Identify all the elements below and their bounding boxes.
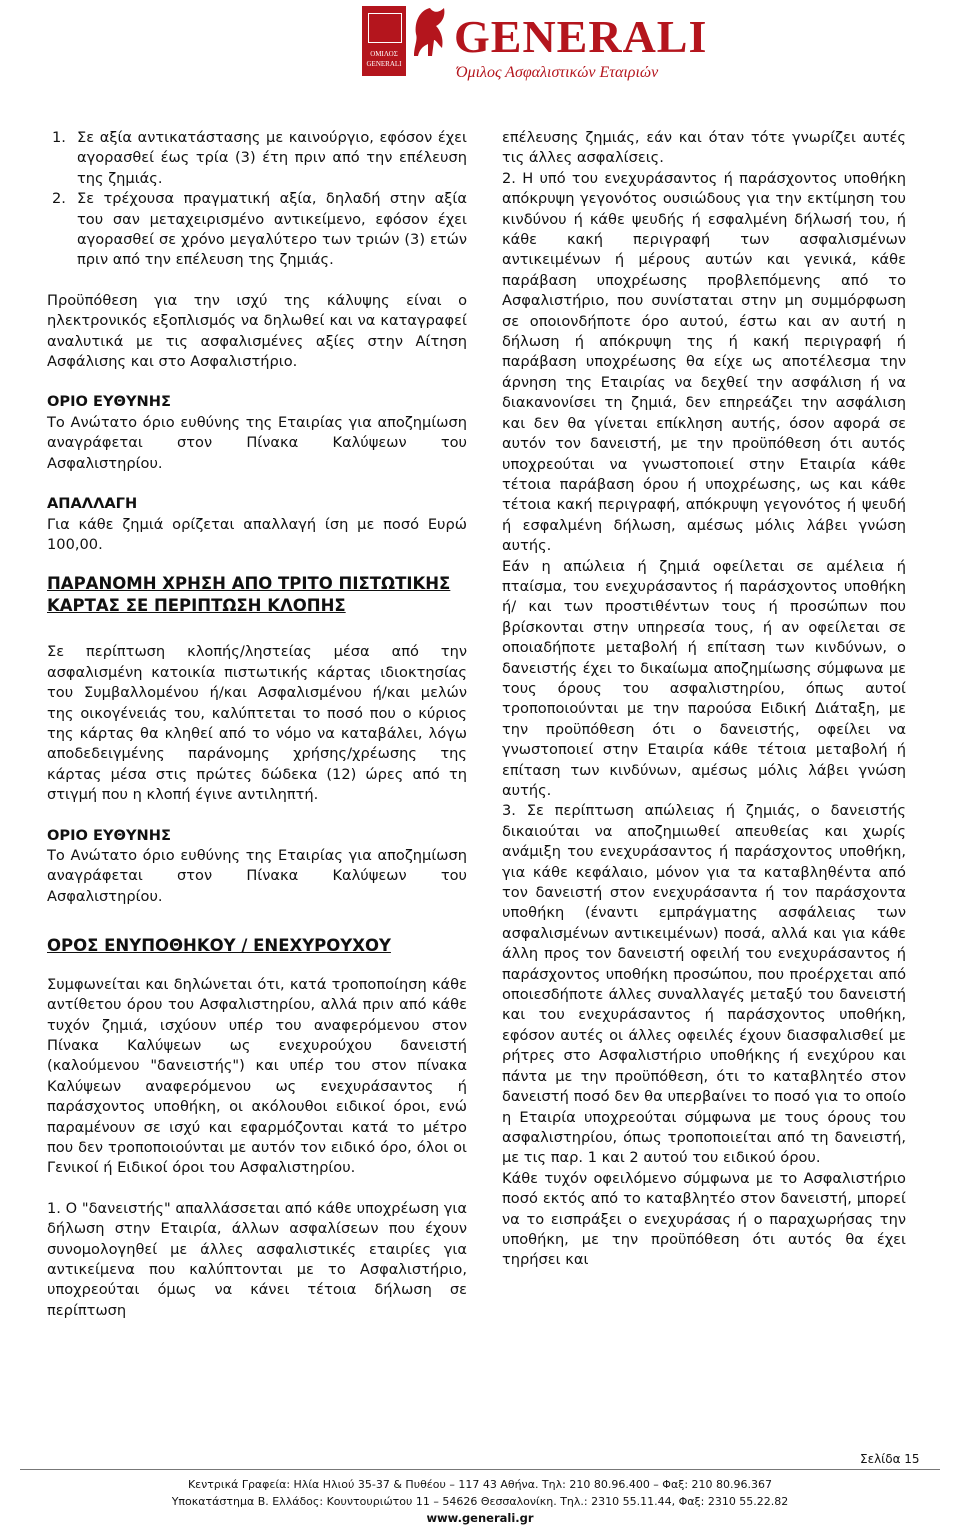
- paragraph: Κάθε τυχόν οφειλόμενο σύμφωνα με το Ασφαλιστήριο ποσό εκτός από το καταβλητέο στον δανειστή, μπορεί να το εισπράξει ο ενεχυράσας ή ο παραχωρήσας την υποθήκη, με την προϋπόθεση ότι αυτός θα έχει τηρήσει και: [502, 1169, 906, 1269]
- seal-frame: [368, 13, 402, 43]
- footer-address-branch: Υποκατάστημα Β. Ελλάδος: Κουντουριώτου 11 – 54626 Θεσσαλονίκη. Τηλ.: 2310 55.11.44, Φαξ: 2310 55.22.82: [171, 1495, 789, 1508]
- generali-logo: [362, 4, 708, 84]
- group-seal: [362, 6, 406, 76]
- paragraph: επέλευσης ζημιάς, εάν και όταν τότε γνωρίζει αυτές τις άλλες ασφαλίσεις.: [502, 129, 906, 167]
- list-item-text: Σε αξία αντικατάστασης με καινούργιο, εφόσον έχει αγορασθεί έως τρία (3) έτη πριν από την επέλευση της ζημιάς.: [77, 129, 467, 187]
- list-item: [47, 128, 467, 189]
- list-number: 2.: [52, 190, 66, 208]
- section-heading: ΟΡΙΟ ΕΥΘΥΝΗΣ: [47, 393, 171, 411]
- page-footer: [0, 1476, 960, 1527]
- list-item: [47, 189, 467, 271]
- paragraph: Εάν η απώλεια ή ζημιά οφείλεται σε αμέλεια ή πταίσμα, του ενεχυράσαντος ή παράσχοντος υποθήκη ή/ και των προστιθέντων τους ή προσώπων που βρίσκονται στην υπηρεσία τους, ή αν οφείλεται σε οποιαδήποτε μεταβολή ή επίταση των κινδύνων, ο δανειστής έχει το δικαίωμα αποζημίωσης σύμφωνα με τους όρους του ασφαλιστηρίου, όπως αυτοί τροποποιούνται με την παρούσα Ειδική Διάταξη, με την προϋπόθεση ότι ο δανειστής, οφείλει να γνωστοποιεί στην Εταιρία κάθε τέτοια μεταβολή ή επίταση των κινδύνων, αμέσως μόλις λάβει γνώση αυτής.: [502, 557, 906, 799]
- brand-tagline: Όμιλος Ασφαλιστικών Εταιριών: [456, 64, 659, 81]
- list-number: 1.: [52, 129, 66, 146]
- seal-text-top: ΟΜΙΛΟΣ: [370, 50, 398, 58]
- paragraph: 2. Η υπό του ενεχυράσαντος ή παράσχοντος υποθήκη απόκρυψη γεγονότος ουσιώδους για την εκτίμηση του κινδύνου ή κάθε ψευδής ή εσφαλμένη δήλωσή του, ή κάθε κακή περιγραφή των ασφαλισμένων αντικειμένων ή μέρους αυτών και γενικά, κάθε παράβαση υποχρέωσης προβλεπόμενης από το Ασφαλιστήριο, που συνίσταται στην μη συμμόρφωση σε οποιονδήποτε όρο αυτού, έστω και αν αυτή η δήλωση ή απόκρυψη της ή κακή περιγραφή ή παράβαση υποχρέωσης θα είχε ως αποτέλεσμα την άρνηση της Εταιρίας να δεχθεί την ασφάλιση ή να διακανονίσει τη ζημιά, δεν επηρεάζει την ασφάλιση και δεν θα γίνεται επίκληση αυτής, όσον αφορά σε αυτόν τον δανειστή, με την προϋπόθεση ότι αυτός υποχρεούται να γνωστοποιεί στην Εταιρία κάθε τέτοια παράβαση όρου ή υποχρέωσης, ως και κάθε τέτοια κακή περιγραφή, απόκρυψη γεγονότος ή ψευδή ή εσφαλμένη δήλωση, αμέσως μόλις λάβει γνώση αυτής.: [502, 169, 906, 555]
- list-item-text: Σε τρέχουσα πραγματική αξία, δηλαδή στην αξία του σαν μεταχειρισμένο αντικείμενο, εφόσον έχει αγορασθεί σε χρόνο μεγαλύτερο των τριών (3) ετών πριν από την επέλευση της ζημιάς.: [77, 190, 467, 269]
- section-text: Συμφωνείται και δηλώνεται ότι, κατά τροποποίηση κάθε αντίθετου όρου του Ασφαλιστηρίου, αλλά πριν από κάθε τυχόν ζημιά, ισχύουν υπέρ του αναφερόμενου στον Πίνακα Καλύψεων ως ενεχυρούχου δανειστή (καλούμενου "δανειστής") και υπέρ του στον πίνακα Καλύψεων αναφερόμενου ως ενεχυράσαντος ή παράσχοντος υποθήκη, οι ακόλουθοι ειδικοί όροι, ενώ παραμένουν σε ισχύ και εφαρμόζονται κατά το μέτρο που δεν τροποποιούνται με αυτόν τον ειδικό όρο, όλοι οι Γενικοί ή Ειδικοί όροι του Ασφαλιστηρίου.: [47, 975, 467, 1177]
- brand-name: GENERALI: [454, 11, 708, 62]
- section-heading: ΟΡΙΟ ΕΥΘΥΝΗΣ: [47, 826, 171, 844]
- section-heading: ΑΠΑΛΛΑΓΗ: [47, 495, 138, 513]
- section-title: ΠΑΡΑΝΟΜΗ ΧΡΗΣΗ ΑΠΟ ΤΡΙΤΟ ΠΙΣΤΩΤΙΚΗΣ ΚΑΡΤΑΣ ΣΕ ΠΕΡΙΠΤΩΣΗ ΚΛΟΠΗΣ: [47, 574, 451, 615]
- right-column: [502, 128, 906, 1271]
- left-column: [47, 128, 467, 1321]
- section-text: Το Ανώτατο όριο ευθύνης της Εταιρίας για αποζημίωση αναγράφεται στον Πίνακα Καλύψεων του Ασφαλιστηρίου.: [47, 846, 467, 905]
- section-title: ΟΡΟΣ ΕΝΥΠΟΘΗΚΟΥ / ΕΝΕΧΥΡΟΥΧΟΥ: [47, 936, 391, 956]
- page-header: [0, 0, 960, 100]
- footer-website-link[interactable]: www.generali.gr: [426, 1511, 534, 1525]
- seal-text-bottom: GENERALI: [366, 60, 402, 68]
- section-text: Το Ανώτατο όριο ευθύνης της Εταιρίας για αποζημίωση αναγράφεται στον Πίνακα Καλύψεων του Ασφαλιστηρίου.: [47, 413, 467, 472]
- footer-divider: [20, 1469, 940, 1470]
- winged-lion-icon: [410, 4, 450, 66]
- section-text: 1. Ο "δανειστής" απαλλάσσεται από κάθε υποχρέωση για δήλωση στην Εταιρία, άλλων ασφαλίσεων που έχουν συνομολογηθεί με άλλες ασφαλιστικές εταιρίες για αντικείμενα που καλύπτονται με το Ασφαλιστήριο, υποχρεούται όμως να κάνει τέτοια δήλωση σε περίπτωση: [47, 1199, 467, 1319]
- paragraph: 3. Σε περίπτωση απώλειας ή ζημιάς, ο δανειστής δικαιούται να αποζημιωθεί απευθείας και χωρίς ανάμιξη του ενεχυράσαντος ή παράσχοντος υποθήκη, για κάθε κεφάλαιο, μόνον για τα καταβληθέντα από τον δανειστή στον ενεχυράσαντα ή τον παράσχοντα υποθήκη (έναντι εμπράγματης ασφάλειας των ασφαλισμένων αντικειμένων) ποσά, αλλά και για κάθε άλλη προς τον δανειστή οφειλή του ενεχυράσαντος ή παράσχοντος υποθήκη προσώπου, που προέρχεται από οποιεσδήποτε άλλες συναλλαγές μεταξύ του δανειστή και του ενεχυράσαντος ή παράσχοντος υποθήκη, εφόσον αυτές οι άλλες οφειλές έχουν διασφαλισθεί με ρήτρες στο Ασφαλιστήριο υποθήκης ή ενεχύρου και πάντα με την προϋπόθεση, ότι το καταβλητέο στον δανειστή ποσό δεν θα υπερβαίνει το ποσό για το οποίο η Εταιρία υποχρεούται σύμφωνα με τους όρους του ασφαλιστηρίου, όπως τροποποιείται από τη δανειστή, με τις παρ. 1 και 2 αυτού του ειδικού όρου.: [502, 802, 906, 1167]
- footer-address-hq: Κεντρικά Γραφεία: Ηλία Ηλιού 35-37 & Πυθέου – 117 43 Αθήνα. Τηλ: 210 80.96.400 – Φαξ: 210 80.96.367: [187, 1478, 773, 1491]
- section-text: Για κάθε ζημιά ορίζεται απαλλαγή ίση με ποσό Ευρώ 100,00.: [47, 515, 467, 553]
- page-number: Σελίδα 15: [860, 1452, 920, 1466]
- coverage-condition: Προϋπόθεση για την ισχύ της κάλυψης είναι ο ηλεκτρονικός εξοπλισμός να δηλωθεί και να καταγραφεί αναλυτικά με τις ασφαλισμένες αξίες στην Αίτηση Ασφάλισης και στο Ασφαλιστήριο.: [47, 291, 467, 371]
- section-text: Σε περίπτωση κλοπής/ληστείας μέσα από την ασφαλισμένη κατοικία πιστωτικής κάρτας ιδιοκτησίας του Συμβαλλομένου ή/και Ασφαλισμένου ή/και μελών της οικογένειάς του, καλύπτεται το ποσό που ο κύριος της κάρτας θα κληθεί από το νόμο να καταβάλει, λόγω αποδεδειγμένης παράνομης χρήσης/χρέωσης της κάρτας μέσα στις πρώτες δώδεκα (12) ώρες από τη στιγμή που η κλοπή έγινε αντιληπτή.: [47, 643, 467, 804]
